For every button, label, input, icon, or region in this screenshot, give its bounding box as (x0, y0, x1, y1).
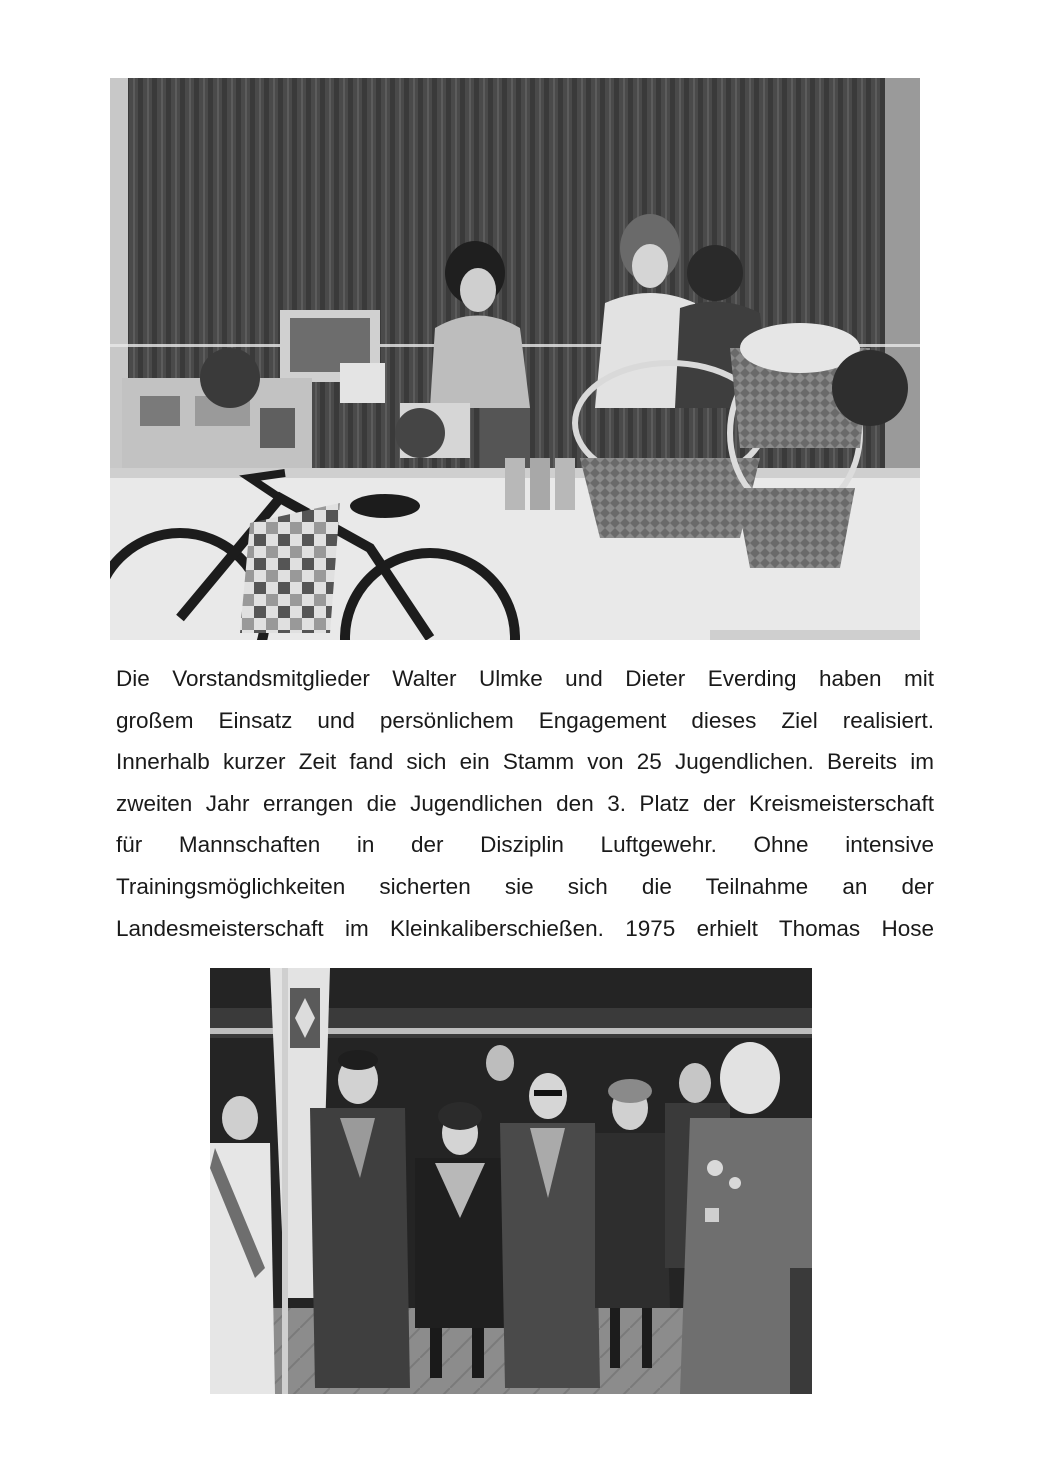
prize-table-illustration (110, 78, 920, 640)
paragraph-line: Landesmeisterschaft im Kleinkaliberschießen. 1975 erhielt Thomas Hose (116, 915, 934, 941)
paragraph-line: großem Einsatz und persönlichem Engagement dieses Ziel realisiert. (116, 707, 934, 733)
paragraph-line: Die Vorstandsmitglieder Walter Ulmke und Dieter Everding haben mit (116, 666, 934, 691)
body-paragraph (116, 658, 934, 949)
paragraph-line: zweiten Jahr errangen die Jugendlichen den 3. Platz der Kreismeisterschaft (116, 790, 934, 816)
paragraph-line: Innerhalb kurzer Zeit fand sich ein Stamm von 25 Jugendlichen. Bereits im (116, 749, 934, 775)
paragraph-line: für Mannschaften in der Disziplin Luftgewehr. Ohne intensive (116, 832, 934, 858)
marksmen-group-illustration (210, 968, 812, 1394)
marksmen-group-photo (210, 968, 812, 1394)
paragraph-line: Trainingsmöglichkeiten sicherten sie sich die Teilnahme an der (116, 873, 934, 899)
prize-table-photo (110, 78, 920, 640)
